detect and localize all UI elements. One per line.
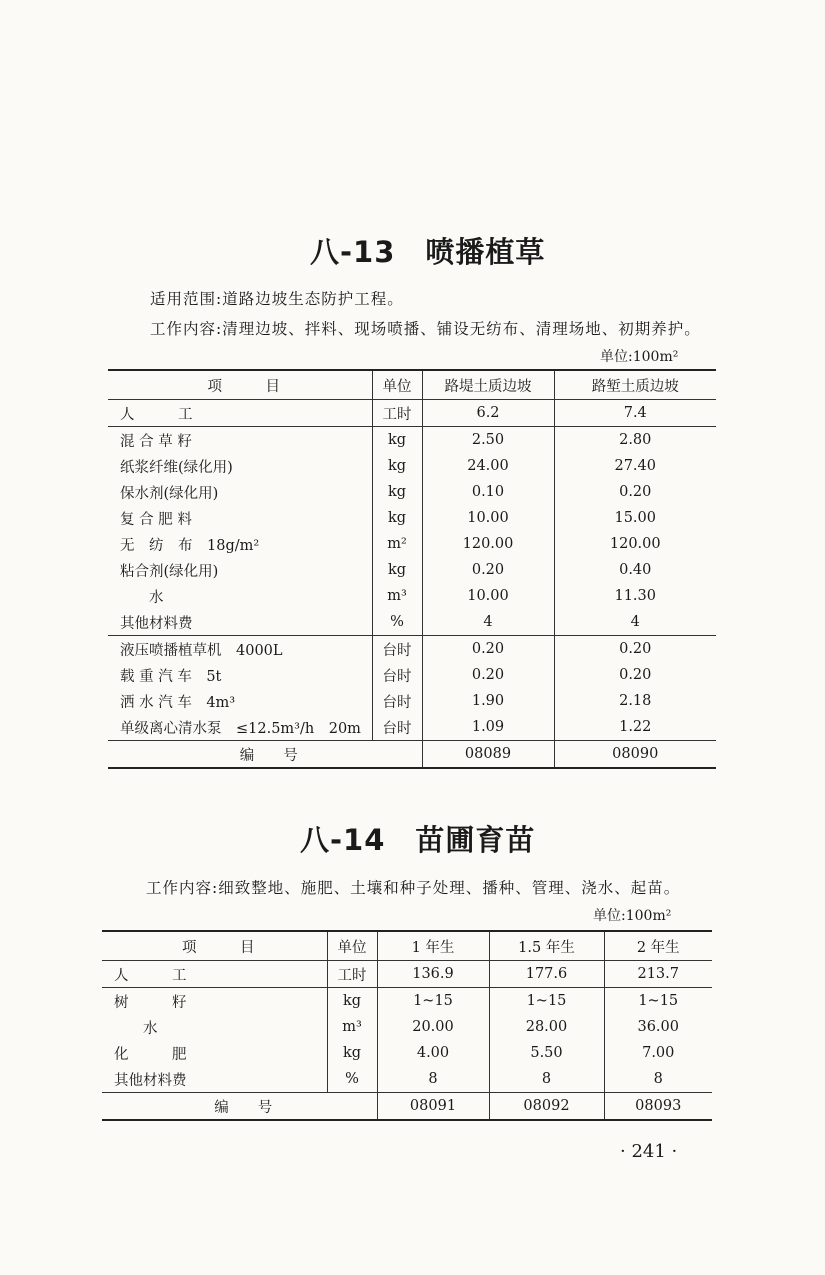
row-item: 水 — [120, 589, 164, 606]
code-row — [108, 741, 716, 769]
table-header-row — [108, 370, 716, 400]
row-value: 213.7 — [604, 961, 712, 988]
row-value: 120.00 — [422, 531, 554, 557]
row-value: 10.00 — [422, 505, 554, 531]
code-value: 08093 — [604, 1093, 712, 1121]
table-row — [108, 400, 716, 427]
section-14-number: 八-14 — [300, 823, 386, 857]
header-item: 项 目 — [108, 370, 372, 400]
row-unit: kg — [327, 1040, 377, 1066]
section-13-number: 八-13 — [310, 235, 396, 269]
section-13-name: 喷播植草 — [425, 235, 546, 269]
row-value: 10.00 — [422, 583, 554, 609]
table-row — [108, 531, 716, 557]
code-label: 编 号 — [108, 741, 422, 769]
row-value: 27.40 — [554, 453, 716, 479]
section-13-work-content: 工作内容:清理边坡、拌料、现场喷播、铺设无纺布、清理场地、初期养护。 — [150, 320, 701, 338]
row-value: 0.20 — [554, 479, 716, 505]
row-unit: kg — [327, 988, 377, 1015]
row-value: 5.50 — [489, 1040, 604, 1066]
row-unit: kg — [372, 427, 422, 454]
table-row — [108, 714, 716, 741]
section-14-work-content: 工作内容:细致整地、施肥、土壤和种子处理、播种、管理、浇水、起苗。 — [146, 879, 681, 897]
row-unit: 工时 — [327, 961, 377, 988]
row-value: 20.00 — [377, 1014, 489, 1040]
table-row — [108, 505, 716, 531]
table-row — [102, 961, 712, 988]
row-unit: m² — [372, 531, 422, 557]
row-item: 人 工 — [108, 400, 372, 427]
page-number: · 241 · — [620, 1141, 678, 1162]
row-unit: 台时 — [372, 714, 422, 741]
code-label: 编 号 — [102, 1093, 377, 1121]
row-value: 24.00 — [422, 453, 554, 479]
row-value: 1~15 — [377, 988, 489, 1015]
header-item: 项 目 — [102, 931, 327, 961]
table-row — [108, 662, 716, 688]
section-13-scope: 适用范围:道路边坡生态防护工程。 — [150, 290, 404, 308]
row-value: 4 — [554, 609, 716, 636]
row-unit: % — [327, 1066, 377, 1093]
code-value: 08090 — [554, 741, 716, 769]
row-value: 0.20 — [422, 636, 554, 663]
quota-table-14 — [102, 930, 712, 1121]
row-item: 纸浆纤维(绿化用) — [120, 459, 233, 476]
table-row — [108, 427, 716, 454]
row-item: 无 纺 布 18g/m² — [120, 537, 260, 554]
table-row — [108, 688, 716, 714]
row-item: 化 肥 — [114, 1046, 187, 1063]
row-value: 7.4 — [554, 400, 716, 427]
row-value: 1.22 — [554, 714, 716, 741]
row-value: 2.50 — [422, 427, 554, 454]
row-value: 2.18 — [554, 688, 716, 714]
row-item: 树 籽 — [102, 988, 327, 1015]
row-unit: 台时 — [372, 662, 422, 688]
section-14-title — [300, 818, 535, 859]
row-value: 8 — [377, 1066, 489, 1093]
row-item: 单级离心清水泵 ≤12.5m³/h 20m — [120, 720, 361, 737]
table-row — [108, 636, 716, 663]
section-13-unit: 单位:100m² — [600, 349, 679, 365]
row-item: 保水剂(绿化用) — [120, 485, 219, 502]
code-value: 08092 — [489, 1093, 604, 1121]
header-unit: 单位 — [327, 931, 377, 961]
row-value: 1~15 — [489, 988, 604, 1015]
table-row — [102, 988, 712, 1015]
row-value: 4 — [422, 609, 554, 636]
row-value: 0.20 — [422, 557, 554, 583]
row-item: 其他材料费 — [114, 1072, 187, 1089]
table-row — [102, 1066, 712, 1093]
row-unit: 工时 — [372, 400, 422, 427]
table-row — [108, 609, 716, 636]
row-value: 28.00 — [489, 1014, 604, 1040]
quota-table-13 — [108, 369, 716, 769]
section-13-title — [310, 230, 545, 271]
code-value: 08091 — [377, 1093, 489, 1121]
row-item: 洒 水 汽 车 4m³ — [120, 694, 236, 711]
table-row — [108, 583, 716, 609]
row-item: 液压喷播植草机 4000L — [108, 636, 372, 663]
table-row — [102, 1014, 712, 1040]
header-col-3: 2 年生 — [604, 931, 712, 961]
row-value: 120.00 — [554, 531, 716, 557]
row-item: 载 重 汽 车 5t — [120, 668, 222, 685]
code-value: 08089 — [422, 741, 554, 769]
row-value: 2.80 — [554, 427, 716, 454]
row-value: 8 — [489, 1066, 604, 1093]
row-unit: kg — [372, 505, 422, 531]
row-value: 177.6 — [489, 961, 604, 988]
row-value: 6.2 — [422, 400, 554, 427]
row-item: 粘合剂(绿化用) — [120, 563, 219, 580]
row-value: 0.20 — [554, 662, 716, 688]
row-value: 0.20 — [422, 662, 554, 688]
row-value: 15.00 — [554, 505, 716, 531]
header-col-2: 路堑土质边坡 — [554, 370, 716, 400]
table-row — [102, 1040, 712, 1066]
row-value: 1~15 — [604, 988, 712, 1015]
section-14-unit: 单位:100m² — [593, 908, 672, 924]
row-unit: 台时 — [372, 636, 422, 663]
row-value: 8 — [604, 1066, 712, 1093]
row-value: 11.30 — [554, 583, 716, 609]
row-unit: kg — [372, 479, 422, 505]
header-col-1: 1 年生 — [377, 931, 489, 961]
row-value: 4.00 — [377, 1040, 489, 1066]
table-row — [108, 557, 716, 583]
row-unit: % — [372, 609, 422, 636]
code-row — [102, 1093, 712, 1121]
row-item: 混 合 草 籽 — [108, 427, 372, 454]
row-unit: m³ — [372, 583, 422, 609]
table-row — [108, 479, 716, 505]
row-value: 0.20 — [554, 636, 716, 663]
section-14-name: 苗圃育苗 — [415, 823, 536, 857]
row-value: 7.00 — [604, 1040, 712, 1066]
row-value: 0.40 — [554, 557, 716, 583]
row-item: 水 — [114, 1020, 158, 1037]
row-item: 复 合 肥 料 — [120, 511, 192, 528]
header-col-2: 1.5 年生 — [489, 931, 604, 961]
row-value: 1.09 — [422, 714, 554, 741]
row-unit: kg — [372, 453, 422, 479]
row-value: 36.00 — [604, 1014, 712, 1040]
row-value: 136.9 — [377, 961, 489, 988]
row-item: 其他材料费 — [120, 615, 193, 632]
row-item: 人 工 — [102, 961, 327, 988]
table-row — [108, 453, 716, 479]
header-col-1: 路堤土质边坡 — [422, 370, 554, 400]
row-unit: kg — [372, 557, 422, 583]
row-unit: m³ — [327, 1014, 377, 1040]
row-value: 0.10 — [422, 479, 554, 505]
row-unit: 台时 — [372, 688, 422, 714]
table-header-row — [102, 931, 712, 961]
row-value: 1.90 — [422, 688, 554, 714]
header-unit: 单位 — [372, 370, 422, 400]
